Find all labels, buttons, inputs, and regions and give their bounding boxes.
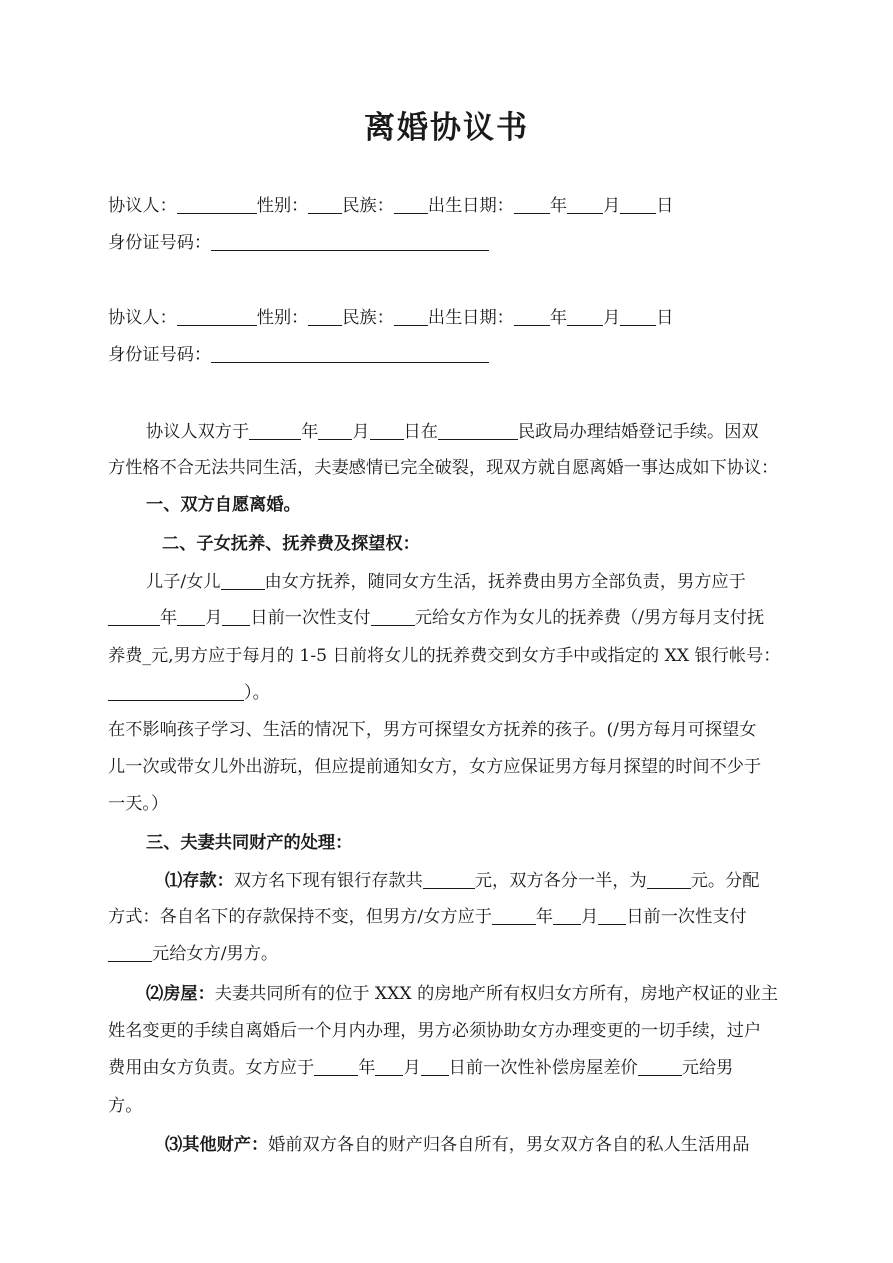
ethnicity-label: 民族：	[342, 308, 394, 328]
party-2-info-line	[108, 307, 673, 329]
deposit-line-3	[108, 943, 278, 965]
birth-year-blank	[514, 196, 550, 214]
bank-account-blank	[108, 683, 244, 701]
other-property-text: 婚前双方各自的财产归各自所有，男女双方各自的私人生活用品	[268, 1135, 750, 1155]
deposit-text: 元，双方各分一半，为	[474, 871, 647, 891]
birth-year-blank	[514, 308, 550, 326]
house-text: 年	[358, 1058, 376, 1078]
birth-label: 出生日期：	[427, 308, 514, 328]
deposit-text: 日前一次性支付	[626, 907, 747, 927]
support-year-blank	[108, 608, 160, 626]
section-3-heading: 三、夫妻共同财产的处理：	[146, 833, 353, 853]
custody-line-4	[108, 682, 270, 704]
deposit-text: 元给女方/男方。	[152, 944, 279, 964]
house-line-2: 姓名变更的手续自离婚后一个月内办理，男方必须协助女方办理变更的一切手续，过户	[108, 1021, 762, 1041]
intro-line-1	[146, 421, 759, 443]
intro-line-2: 方性格不合无法共同生活，夫妻感情已完全破裂，现双方就自愿离婚一事达成如下协议：	[108, 458, 779, 478]
house-month-blank	[375, 1058, 403, 1076]
ethnicity-blank	[394, 308, 428, 326]
house-line-4: 方。	[108, 1096, 143, 1116]
deposit-text: 双方名下现有银行存款共	[233, 871, 423, 891]
year-label: 年	[549, 196, 568, 216]
id-number-blank	[211, 233, 489, 251]
house-line-1	[146, 983, 778, 1005]
deposit-text: 元。分配	[690, 871, 760, 891]
child-name-blank	[221, 572, 265, 590]
party-label: 协议人：	[108, 308, 177, 328]
house-text: 月	[403, 1058, 421, 1078]
deposit-text: 年	[535, 907, 554, 927]
visitation-line-1: 在不影响孩子学习、生活的情况下，男方可探望女方抚养的孩子。(/男方每月可探望女	[108, 720, 757, 740]
custody-text: 日前一次性支付	[250, 608, 371, 628]
support-amount-blank	[371, 608, 415, 626]
gender-blank	[308, 196, 342, 214]
party-2-id-line	[108, 344, 489, 366]
deposit-month-blank	[553, 907, 581, 925]
visitation-line-2: 儿一次或带女儿外出游玩，但应提前通知女方，女方应保证男方每月探望的时间不少于	[108, 757, 762, 777]
intro-text: 年	[301, 422, 319, 442]
section-1-heading: 一、双方自愿离婚。	[146, 495, 301, 515]
custody-text: 月	[205, 608, 223, 628]
deposit-text: 月	[581, 907, 599, 927]
id-label: 身份证号码：	[108, 233, 212, 253]
ethnicity-blank	[394, 196, 428, 214]
marriage-month-blank	[318, 422, 352, 440]
gender-label: 性别：	[256, 196, 309, 216]
house-day-blank	[421, 1058, 449, 1076]
document-title: 离婚协议书	[364, 110, 529, 146]
custody-text: 儿子/女儿	[146, 572, 221, 592]
party-name-blank	[177, 196, 257, 214]
support-month-blank	[177, 608, 205, 626]
marriage-day-blank	[370, 422, 404, 440]
house-label: ⑵房屋：	[146, 984, 215, 1004]
deposit-label: ⑴存款：	[165, 871, 234, 891]
custody-line-3: 养费_元,男方应于每月的 1-5 日前将女儿的抚养费交到女方手中或指定的 XX 银行帐号：	[108, 646, 781, 666]
custody-text: 由女方抚养，随同女方生活，抚养费由男方全部负责，男方应于	[264, 572, 746, 592]
birth-month-blank	[567, 308, 603, 326]
deposit-year-blank	[492, 907, 536, 925]
custody-line-1	[146, 571, 746, 593]
day-label: 日	[656, 196, 674, 216]
deposit-day-blank	[598, 907, 626, 925]
id-label: 身份证号码：	[108, 345, 212, 365]
custody-text: 年	[160, 608, 178, 628]
month-label: 月	[603, 196, 621, 216]
intro-text: 协议人双方于	[146, 422, 250, 442]
deposit-payment-blank	[108, 944, 152, 962]
visitation-line-3: 一天。）	[108, 794, 169, 814]
ethnicity-label: 民族：	[342, 196, 394, 216]
party-label: 协议人：	[108, 196, 177, 216]
support-day-blank	[222, 608, 250, 626]
month-label: 月	[603, 308, 621, 328]
house-line-3	[108, 1057, 733, 1079]
house-text: 夫妻共同所有的位于 XXX 的房地产所有权归女方所有，房地产权证的业主	[214, 984, 779, 1004]
deposit-total-blank	[423, 871, 475, 889]
marriage-year-blank	[249, 422, 301, 440]
day-label: 日	[656, 308, 674, 328]
deposit-line-1	[165, 870, 760, 892]
birth-label: 出生日期：	[427, 196, 514, 216]
year-label: 年	[549, 308, 568, 328]
intro-text: 日在	[403, 422, 438, 442]
house-text: 日前一次性补偿房屋差价	[448, 1058, 638, 1078]
registry-office-blank	[438, 422, 518, 440]
custody-text: 元给女方作为女儿的抚养费（/男方每月支付抚	[414, 608, 765, 628]
custody-text: ）。	[244, 683, 270, 703]
party-name-blank	[177, 308, 257, 326]
gender-blank	[308, 308, 342, 326]
intro-text: 月	[352, 422, 370, 442]
house-compensation-blank	[638, 1058, 682, 1076]
id-number-blank	[211, 345, 489, 363]
house-text: 费用由女方负责。女方应于	[108, 1058, 315, 1078]
house-year-blank	[314, 1058, 358, 1076]
other-property-label: ⑶其他财产：	[165, 1135, 269, 1155]
deposit-text: 方式：各自名下的存款保持不变，但男方/女方应于	[108, 907, 492, 927]
custody-line-2	[108, 607, 764, 629]
party-1-id-line	[108, 232, 489, 254]
section-2-heading: 二、子女抚养、抚养费及探望权：	[162, 534, 420, 554]
house-text: 元给男	[681, 1058, 734, 1078]
intro-text: 民政局办理结婚登记手续。因双	[517, 422, 759, 442]
birth-month-blank	[567, 196, 603, 214]
deposit-half-blank	[647, 871, 691, 889]
birth-day-blank	[620, 196, 656, 214]
gender-label: 性别：	[256, 308, 309, 328]
other-property-line-1	[165, 1134, 749, 1156]
deposit-line-2	[108, 906, 747, 928]
birth-day-blank	[620, 308, 656, 326]
party-1-info-line	[108, 195, 673, 217]
